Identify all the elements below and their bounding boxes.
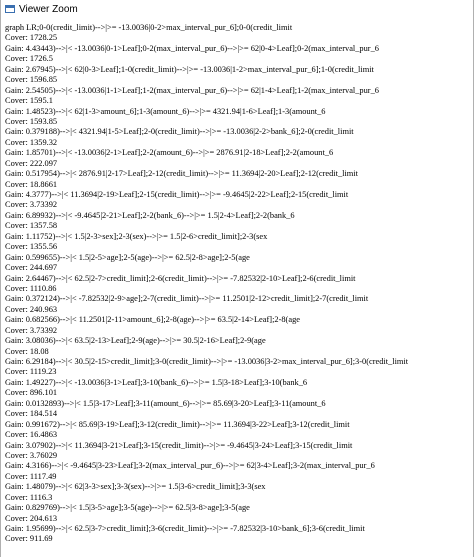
cover-line: Cover: 184.514 bbox=[5, 409, 58, 419]
title-bar bbox=[1, 0, 473, 18]
gain-line: Gain: 0.517954)-->|< 2876.91|2-17>Leaf];2-12(credit_limit)-->|>= 11.3694|2-20>Leaf];2-12(credit_limit bbox=[5, 169, 358, 179]
cover-line: Cover: 244.697 bbox=[5, 263, 58, 273]
gain-line: Gain: 1.85701)-->|< -13.0036|2-1>Leaf];2-2(amount_6)-->|>= 2876.91|2-18>Leaf];2-2(amount_6 bbox=[5, 148, 334, 158]
cover-line: Cover: 1728.25 bbox=[5, 33, 58, 43]
graph-header-line: graph LR;0-0(credit_limit)-->|>= -13.0036|0-2>max_interval_pur_6];0-0(credit_limit bbox=[5, 23, 293, 32]
gain-line: Gain: 3.07902)-->|< 11.3694|3-21>Leaf];3-15(credit_limit)-->|>= -9.4645|3-24>Leaf];3-15(credit_limit bbox=[5, 440, 353, 450]
cover-line: Cover: 1593.85 bbox=[5, 116, 58, 126]
cover-line: Cover: 1596.85 bbox=[5, 75, 58, 85]
window-title: Viewer Zoom bbox=[19, 3, 78, 15]
gain-line: Gain: 1.11752)-->|< 1.5|2-3>sex];2-3(sex)-->|>= 1.5|2-6>credit_limit];2-3(sex bbox=[5, 231, 268, 241]
cover-line: Cover: 204.613 bbox=[5, 513, 58, 523]
gain-line: Gain: 0.599655)-->|< 1.5|2-5>age];2-5(age)-->|>= 62.5|2-8>age];2-5(age bbox=[5, 252, 250, 262]
gain-line: Gain: 0.0132893)-->|< 1.5|3-17>Leaf];3-11(amount_6)-->|>= 85.69|3-20>Leaf];3-11(amount_6 bbox=[5, 398, 326, 408]
gain-line: Gain: 3.08036)-->|< 63.5|2-13>Leaf];2-9(age)-->|>= 30.5|2-16>Leaf];2-9(age bbox=[5, 336, 266, 346]
cover-line: Cover: 16.4863 bbox=[5, 430, 58, 440]
cover-line: Cover: 1359.32 bbox=[5, 137, 58, 147]
gain-line: Gain: 0.372124)-->|< -7.82532|2-9>age];2-7(credit_limit)-->|>= 11.2501|2-12>credit_limit];2-7(credit_limit bbox=[5, 294, 369, 304]
cover-line: Cover: 1355.56 bbox=[5, 242, 58, 252]
gain-line: Gain: 0.682566)-->|< 11.2501|2-11>amount_6];2-8(age)-->|>= 63.5|2-14>Leaf];2-8(age bbox=[5, 315, 300, 325]
gain-line: Gain: 6.89932)-->|< -9.4645|2-21>Leaf];2-2(bank_6)-->|>= 1.5|2-4>Leaf];2-2(bank_6 bbox=[5, 210, 295, 220]
gain-line: Gain: 2.54505)-->|< -13.0036|1-1>Leaf];1-2(max_interval_pur_6)-->|>= 62|1-4>Leaf];1-2(max_interval_pur_6 bbox=[5, 85, 379, 95]
cover-line: Cover: 1119.23 bbox=[5, 367, 57, 377]
gain-line: Gain: 4.3166)-->|< -9.4645|3-23>Leaf];3-2(max_interval_pur_6)-->|>= 62|3-4>Leaf];3-2(max_interval_pur_6 bbox=[5, 461, 375, 471]
cover-line: Cover: 1110.86 bbox=[5, 283, 57, 293]
gain-line: Gain: 0.829769)-->|< 1.5|3-5>age];3-5(age)-->|>= 62.5|3-8>age];3-5(age bbox=[5, 503, 250, 513]
gain-line: Gain: 2.64467)-->|< 62.5|2-7>credit_limit];2-6(credit_limit)-->|>= -7.82532|2-10>Leaf];2-6(credit_limit bbox=[5, 273, 356, 283]
gain-line: Gain: 6.29184)-->|< 30.5|2-15>credit_limit];3-0(credit_limit)-->|>= -13.0036|3-2>max_interval_pur_6];3-0(credit_limit bbox=[5, 357, 409, 366]
gain-line: Gain: 0.991672)-->|< 85.69|3-19>Leaf];3-12(credit_limit)-->|>= 11.3694|3-22>Leaf];3-12(credit_limit bbox=[5, 419, 350, 429]
gain-line: Gain: 0.379188)-->|< 4321.94|1-5>Leaf];2-0(credit_limit)-->|>= -13.0036|2-2>bank_6];2-0(credit_limit bbox=[5, 127, 354, 137]
window-icon bbox=[5, 5, 15, 13]
cover-line: Cover: 1357.58 bbox=[5, 221, 58, 231]
cover-line: Cover: 240.963 bbox=[5, 304, 58, 314]
cover-line: Cover: 3.73392 bbox=[5, 325, 58, 335]
cover-line: Cover: 1117.49 bbox=[5, 471, 57, 481]
cover-line: Cover: 222.097 bbox=[5, 158, 58, 168]
gain-line: Gain: 4.3777)-->|< 11.3694|2-19>Leaf];2-15(credit_limit)-->|>= -9.4645|2-22>Leaf];2-15(credit_limit bbox=[5, 190, 349, 199]
cover-line: Cover: 911.69 bbox=[5, 534, 53, 544]
gain-line: Gain: 1.48079)-->|< 62|3-3>sex];3-3(sex)-->|>= 1.5|3-6>credit_limit];3-3(sex bbox=[5, 482, 266, 492]
cover-line: Cover: 3.73392 bbox=[5, 200, 58, 210]
gain-line: Gain: 2.67945)-->|< 62|0-3>Leaf];1-0(credit_limit)-->|>= -13.0036|1-2>max_interval_pur_6];1-0(credit_limit bbox=[5, 64, 374, 74]
gain-line: Gain: 4.43443)-->|< -13.0036|0-1>Leaf];0-2(max_interval_pur_6)-->|>= 62|0-4>Leaf];0-2(max_interval_pur_6 bbox=[5, 43, 379, 53]
gain-line: Gain: 1.49227)-->|< -13.0036|3-1>Leaf];3-10(bank_6)-->|>= 1.5|3-18>Leaf];3-10(bank_6 bbox=[5, 377, 308, 387]
cover-line: Cover: 3.76029 bbox=[5, 450, 58, 460]
gain-line: Gain: 1.48523)-->|< 62|1-3>amount_6];1-3(amount_6)-->|>= 4321.94|1-6>Leaf];1-3(amount_6 bbox=[5, 106, 326, 116]
gain-line: Gain: 1.95699)-->|< 62.5|3-7>credit_limit];3-6(credit_limit)-->|>= -7.82532|3-10>bank_6];3-6(credit_limit bbox=[5, 524, 365, 533]
cover-line: Cover: 1726.5 bbox=[5, 54, 53, 64]
cover-line: Cover: 1116.3 bbox=[5, 492, 53, 502]
cover-line: Cover: 18.8661 bbox=[5, 179, 58, 189]
cover-line: Cover: 1595.1 bbox=[5, 96, 53, 106]
cover-line: Cover: 18.08 bbox=[5, 346, 49, 356]
cover-line: Cover: 896.101 bbox=[5, 388, 58, 398]
graph-text-content[interactable] bbox=[5, 23, 473, 557]
